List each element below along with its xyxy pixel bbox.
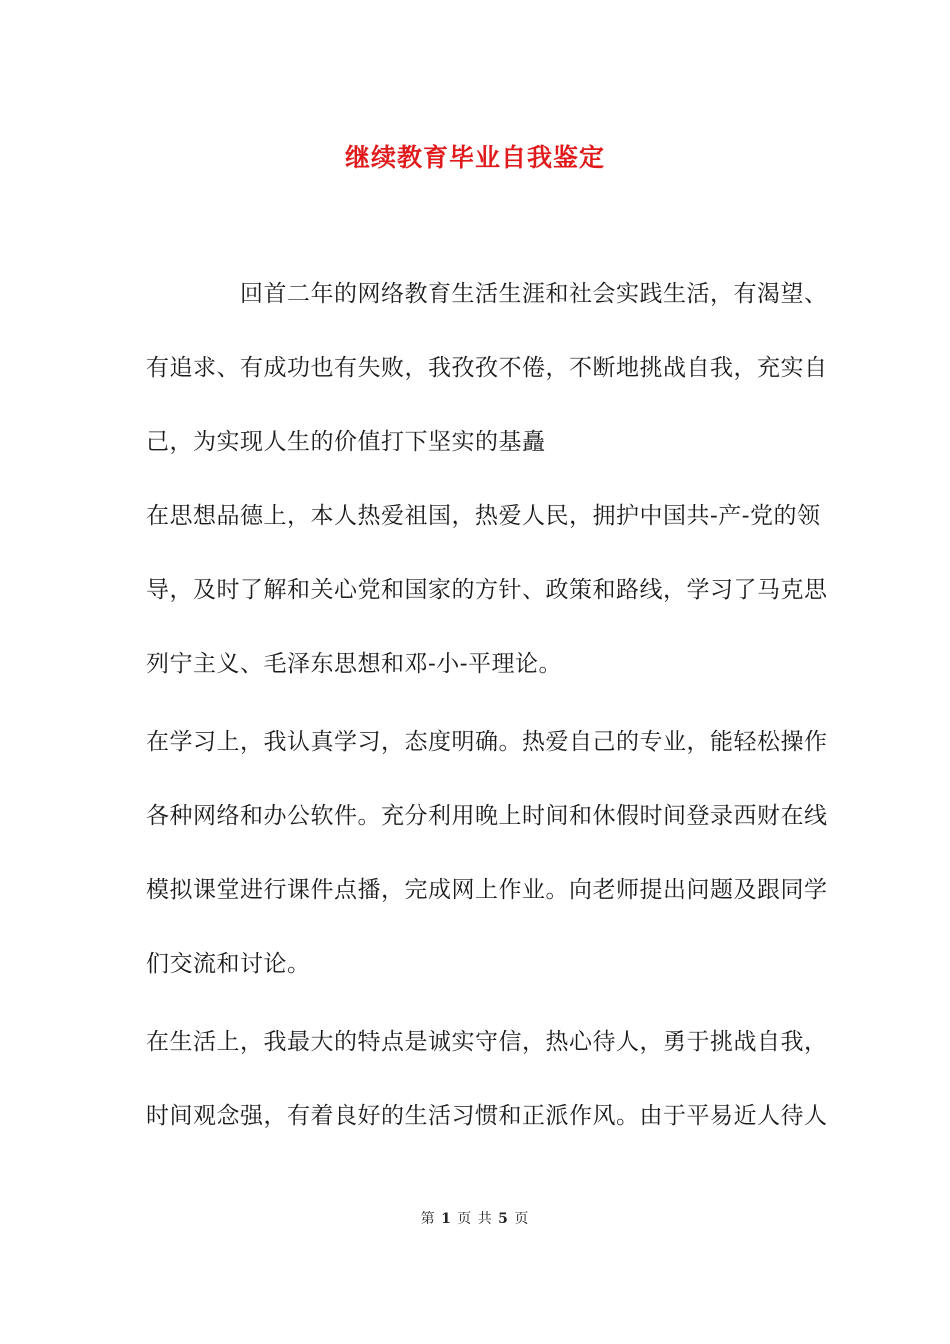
footer-middle: 页 共	[457, 1211, 493, 1227]
footer-total-pages: 5	[498, 1211, 509, 1227]
paragraph-line: 们交流和讨论。	[146, 951, 311, 977]
paragraph-line: 模拟课堂进行课件点播，完成网上作业。向老师提出问题及跟同学	[146, 877, 828, 903]
paragraph-line: 回首二年的网络教育生活生涯和社会实践生活，有渴望、	[146, 281, 828, 307]
paragraph-line: 在思想品德上，本人热爱祖国，热爱人民，拥护中国共-产-党的领	[146, 503, 821, 529]
footer-prefix: 第	[420, 1211, 436, 1227]
paragraph-line: 在生活上，我最大的特点是诚实守信，热心待人，勇于挑战自我，	[146, 1029, 828, 1055]
page-number-footer	[0, 1208, 950, 1228]
footer-suffix: 页	[514, 1211, 530, 1227]
document-title: 继续教育毕业自我鉴定	[344, 143, 605, 172]
paragraph-line: 己，为实现人生的价值打下坚实的基矗	[146, 429, 546, 455]
paragraph-line: 在学习上，我认真学习，态度明确。热爱自己的专业，能轻松操作	[146, 729, 828, 755]
paragraph-line: 时间观念强，有着良好的生活习惯和正派作风。由于平易近人待人	[146, 1103, 828, 1129]
footer-current-page: 1	[441, 1211, 452, 1227]
paragraph-line: 列宁主义、毛泽东思想和邓-小-平理论。	[146, 651, 563, 677]
paragraph-line: 导，及时了解和关心党和国家的方针、政策和路线，学习了马克思	[146, 577, 828, 603]
paragraph-line: 有追求、有成功也有失败，我孜孜不倦，不断地挑战自我，充实自	[146, 355, 828, 381]
paragraph-line: 各种网络和办公软件。充分利用晚上时间和休假时间登录西财在线	[146, 803, 828, 829]
